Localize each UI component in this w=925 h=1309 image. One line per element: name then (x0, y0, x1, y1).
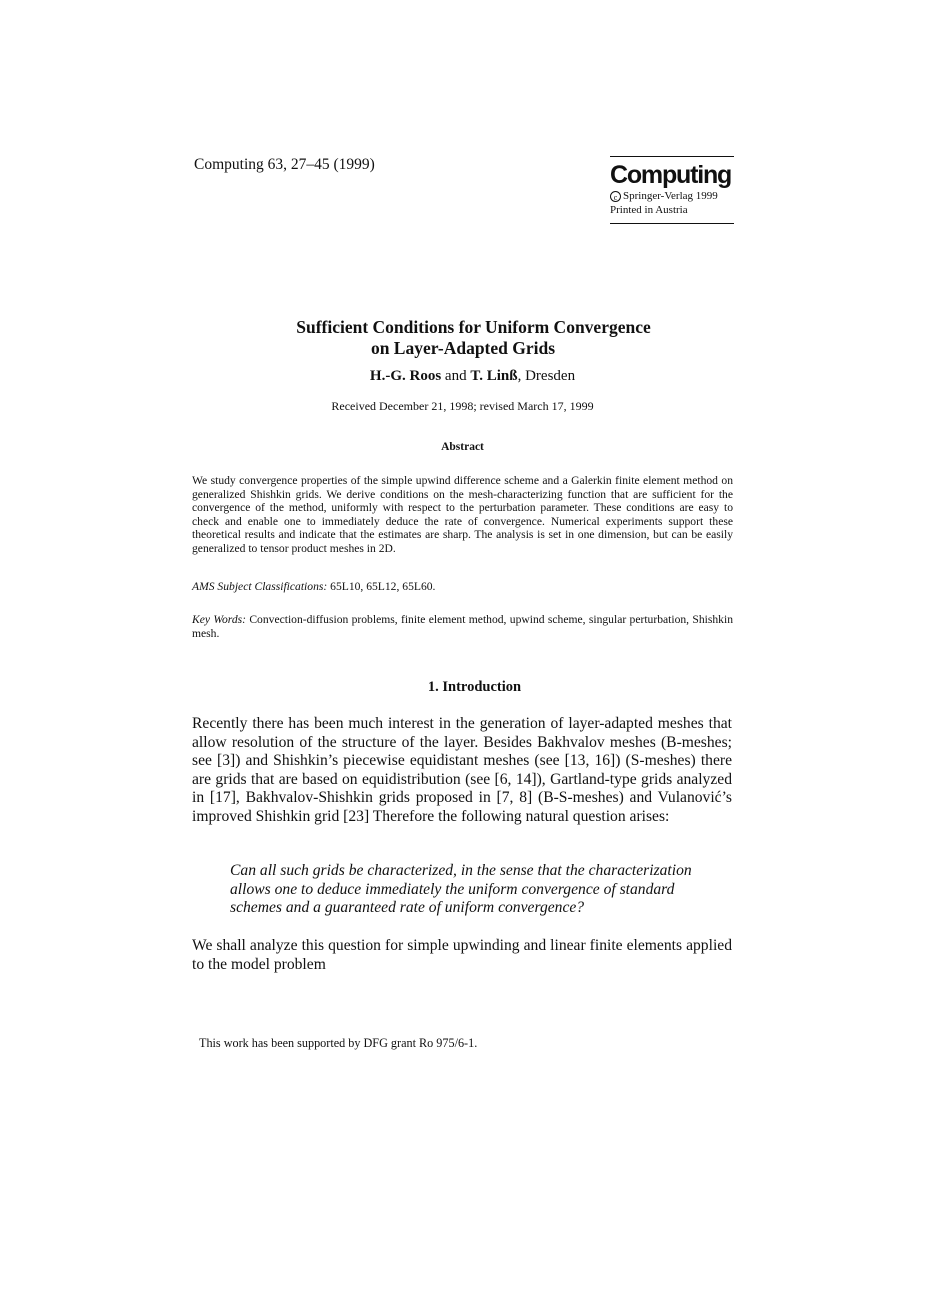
author-line (10, 368, 925, 385)
funding-footnote: This work has been supported by DFG grant Ro 975/6-1. (199, 1036, 478, 1050)
section-heading-introduction: 1. Introduction (427, 679, 522, 695)
abstract-heading: Abstract (441, 441, 484, 453)
intro-paragraph-2: We shall analyze this question for simple upwinding and linear finite elements applied to the model problem (192, 937, 732, 973)
abstract-body: We study convergence properties of the simple upwind difference scheme and a Galerkin finite element method on generalized Shishkin grids. We derive conditions on the mesh-characterizing function that are sufficient for the convergence of the method, uniformly with respect to the perturbation parameter. These conditions are easy to check and enable one to immediately deduce the rate of convergence. Numerical experiments support these theoretical results and indicate that the estimates are sharp. The analysis is set in one dimension, but can be easily generalized to tensor product meshes in 2D. (192, 474, 733, 555)
keywords-label: Key Words: (192, 613, 246, 626)
intro-paragraph-1: Recently there has been much interest in the generation of layer-adapted meshes that allow resolution of the structure of the layer. Besides Bakhvalov meshes (B-meshes; see [3]) and Shishkin’s piecewise equidistant meshes (see [13, 16]) (S-meshes) there are grids that are based on equidistribution (see [6, 14]), Gartland-type grids analyzed in [17], Bakhvalov-Shishkin grids proposed in [7, 8] (B-S-meshes) and Vulanović’s improved Shishkin grid [23] Therefore the following natural question arises: (192, 715, 732, 825)
author-conjunction: and (441, 368, 471, 384)
author-1: H.-G. Roos (369, 368, 442, 384)
author-location: , Dresden (517, 368, 576, 384)
paper-title (0, 317, 925, 359)
printed-location: Printed in Austria (610, 204, 688, 216)
ams-label: AMS Subject Classifications: (192, 580, 328, 593)
copyright-line (610, 189, 734, 203)
title-line-2: on Layer-Adapted Grids (370, 338, 556, 358)
journal-name: Computing (610, 161, 732, 189)
author-2: T. Linß (470, 368, 518, 384)
copyright-icon: c (610, 191, 621, 202)
ams-classifications (192, 580, 733, 593)
key-words (192, 613, 733, 640)
ams-value: 65L10, 65L12, 65L60. (327, 580, 436, 593)
title-line-1: Sufficient Conditions for Uniform Convergence (296, 317, 651, 337)
journal-logo-box (610, 156, 734, 224)
keywords-value: Convection-diffusion problems, finite element method, upwind scheme, singular perturbation, Shishkin mesh. (192, 613, 733, 640)
journal-citation: Computing 63, 27–45 (1999) (194, 156, 375, 173)
received-dates: Received December 21, 1998; revised March 17, 1999 (331, 399, 594, 413)
copyright-text: Springer-Verlag 1999 (623, 190, 718, 202)
intro-question-quote: Can all such grids be characterized, in the sense that the characterization allows one to deduce immediately the uniform convergence of standard schemes and a guaranteed rate of uniform convergence? (230, 862, 692, 917)
